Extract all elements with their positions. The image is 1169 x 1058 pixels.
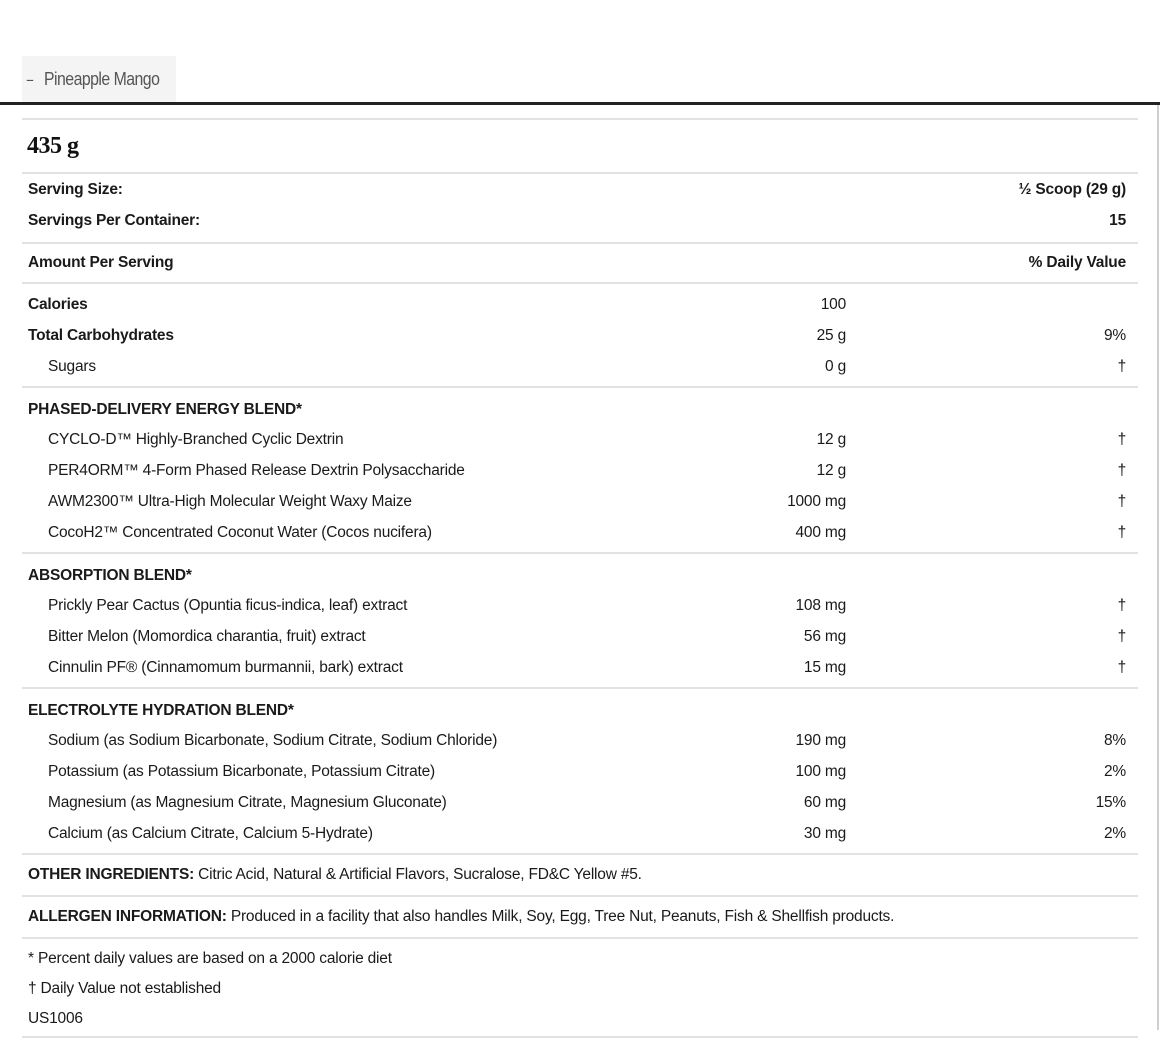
other-ingredients-text: Citric Acid, Natural & Artificial Flavors, Sucralose, FD&C Yellow #5. — [194, 866, 642, 883]
ingredient-amount: 108 mg — [795, 596, 846, 614]
nutrient-amount: 25 g — [816, 326, 846, 344]
ingredient-amount: 60 mg — [803, 793, 846, 811]
ingredient-dv: 2% — [1103, 824, 1126, 842]
nutrient-dv: 9% — [1103, 326, 1126, 344]
ingredient-dv: † — [1117, 523, 1126, 541]
nutrient-row — [22, 289, 1138, 320]
ingredient-amount: 12 g — [816, 430, 846, 448]
servings-per-container-label: Servings Per Container: — [28, 211, 200, 229]
footnote-daily-values: * Percent daily values are based on a 2000 calorie diet — [28, 950, 392, 967]
ingredient-amount: 400 mg — [795, 523, 846, 541]
ingredient-row — [22, 590, 1138, 621]
ingredient-name: AWM2300™ Ultra-High Molecular Weight Waxy Maize — [48, 492, 412, 510]
ingredient-row — [22, 621, 1138, 652]
ingredient-amount: 56 mg — [803, 627, 846, 645]
blend-items — [22, 590, 1138, 683]
ingredient-amount: 30 mg — [803, 824, 846, 842]
amount-header-row — [22, 244, 1138, 282]
allergen-text: Produced in a facility that also handles Milk, Soy, Egg, Tree Nut, Peanuts, Fish & Shellfish products. — [226, 908, 895, 925]
ingredient-dv: † — [1117, 461, 1126, 479]
nutrient-name: Total Carbohydrates — [28, 326, 174, 344]
blend-items — [22, 725, 1138, 849]
nutrient-amount: 0 g — [825, 357, 846, 375]
tab-divider — [0, 102, 1160, 105]
ingredient-name: Sodium (as Sodium Bicarbonate, Sodium Citrate, Sodium Chloride) — [48, 731, 498, 749]
serving-size-row — [22, 174, 1138, 205]
daily-value-label: % Daily Value — [1028, 254, 1126, 271]
ingredient-name: Potassium (as Potassium Bicarbonate, Potassium Citrate) — [48, 762, 435, 780]
servings-per-container-row — [22, 205, 1138, 236]
divider — [22, 1036, 1138, 1038]
nutrient-name: Sugars — [48, 357, 96, 375]
nutrient-row — [22, 320, 1138, 351]
nutrients-section — [22, 284, 1138, 382]
ingredient-dv: † — [1117, 492, 1126, 510]
footnote-dagger: † Daily Value not established — [28, 980, 221, 997]
panel-right-border — [1157, 105, 1159, 1030]
flavor-name: Pineapple Mango — [44, 68, 160, 89]
ingredient-amount: 15 mg — [803, 658, 846, 676]
blend-title: PHASED-DELIVERY ENERGY BLEND* — [28, 401, 302, 418]
amount-per-serving-label: Amount Per Serving — [28, 254, 174, 271]
ingredient-amount: 12 g — [816, 461, 846, 479]
ingredient-dv: † — [1117, 596, 1126, 614]
ingredient-name: CocoH2™ Concentrated Coconut Water (Cocos nucifera) — [48, 523, 432, 541]
serving-size-label: Serving Size: — [28, 180, 123, 198]
ingredient-amount: 100 mg — [795, 762, 846, 780]
allergen-information — [22, 897, 1138, 937]
ingredient-dv: 8% — [1103, 731, 1126, 749]
ingredient-name: Magnesium (as Magnesium Citrate, Magnesium Gluconate) — [48, 793, 447, 811]
ingredient-name: Bitter Melon (Momordica charantia, fruit) extract — [48, 627, 366, 645]
ingredient-name: CYCLO-D™ Highly-Branched Cyclic Dextrin — [48, 430, 344, 448]
ingredient-row — [22, 818, 1138, 849]
ingredient-row — [22, 517, 1138, 548]
ingredient-dv: † — [1117, 430, 1126, 448]
allergen-label: ALLERGEN INFORMATION: — [28, 908, 227, 925]
ingredient-row — [22, 424, 1138, 455]
ingredient-row — [22, 787, 1138, 818]
other-ingredients — [22, 855, 1138, 895]
nutrient-name: Calories — [28, 295, 88, 313]
footnotes — [22, 939, 1138, 1034]
ingredient-name: PER4ORM™ 4-Form Phased Release Dextrin Polysaccharide — [48, 461, 465, 479]
nutrient-dv: † — [1117, 357, 1126, 375]
collapse-dash-icon: – — [26, 69, 34, 89]
ingredient-name: Cinnulin PF® (Cinnamomum burmannii, bark) extract — [48, 658, 403, 676]
ingredient-amount: 190 mg — [795, 731, 846, 749]
blend-items — [22, 424, 1138, 548]
supplement-facts-panel — [22, 118, 1138, 1038]
serving-size-value: ½ Scoop (29 g) — [1018, 180, 1126, 198]
nutrient-amount: 100 — [820, 295, 846, 313]
blend-title: ELECTROLYTE HYDRATION BLEND* — [28, 702, 294, 719]
blend-title: ABSORPTION BLEND* — [28, 567, 192, 584]
ingredient-name: Prickly Pear Cactus (Opuntia ficus-indica, leaf) extract — [48, 596, 408, 614]
ingredient-row — [22, 725, 1138, 756]
ingredient-amount: 1000 mg — [787, 492, 846, 510]
ingredient-dv: † — [1117, 627, 1126, 645]
flavor-tab[interactable] — [22, 56, 176, 102]
ingredient-row — [22, 455, 1138, 486]
nutrient-row — [22, 351, 1138, 382]
other-ingredients-label: OTHER INGREDIENTS: — [28, 866, 195, 883]
ingredient-dv: 15% — [1095, 793, 1126, 811]
ingredient-row — [22, 756, 1138, 787]
ingredient-row — [22, 486, 1138, 517]
servings-per-container-value: 15 — [1109, 211, 1126, 229]
ingredient-dv: 2% — [1103, 762, 1126, 780]
ingredient-name: Calcium (as Calcium Citrate, Calcium 5-Hydrate) — [48, 824, 373, 842]
ingredient-row — [22, 652, 1138, 683]
net-weight: 435 g — [27, 132, 79, 159]
product-code: US1006 — [28, 1010, 83, 1027]
ingredient-dv: † — [1117, 658, 1126, 676]
